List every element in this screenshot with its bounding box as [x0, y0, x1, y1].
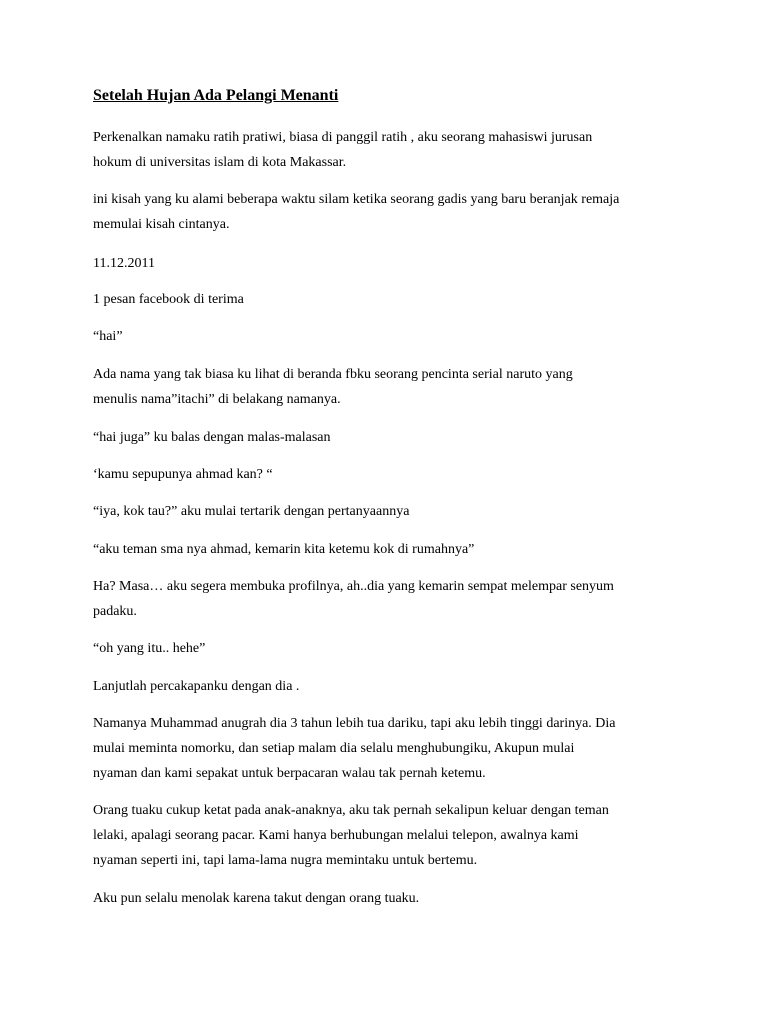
- dialogue-line: [93, 462, 693, 487]
- paragraph-line: memulai kisah cintanya.: [93, 217, 230, 232]
- paragraph-line: Aku pun selalu menolak karena takut dengan orang tuaku.: [93, 891, 420, 906]
- paragraph-line: ini kisah yang ku alami beberapa waktu silam ketika seorang gadis yang baru beranjak remaja: [93, 192, 620, 207]
- dialogue-line: [93, 425, 693, 450]
- paragraph: [93, 798, 693, 873]
- paragraph-line: nyaman dan kami sepakat untuk berpacaran walau tak pernah ketemu.: [93, 766, 486, 781]
- paragraph-line: Ha? Masa… aku segera membuka profilnya, ah..dia yang kemarin sempat melempar senyum: [93, 579, 614, 594]
- paragraph-line: Orang tuaku cukup ketat pada anak-anaknya, aku tak pernah sekalipun keluar dengan teman: [93, 803, 609, 818]
- paragraph-line: ‘kamu sepupunya ahmad kan? “: [93, 467, 273, 482]
- paragraph: [93, 711, 693, 786]
- paragraph-line: 1 pesan facebook di terima: [93, 292, 244, 307]
- dialogue-line: [93, 636, 693, 661]
- paragraph-line: “aku teman sma nya ahmad, kemarin kita ketemu kok di rumahnya”: [93, 542, 475, 557]
- paragraph-line: hokum di universitas islam di kota Makassar.: [93, 155, 347, 170]
- dialogue-line: [93, 537, 693, 562]
- paragraph: [93, 674, 693, 699]
- paragraph-line: Namanya Muhammad anugrah dia 3 tahun lebih tua dariku, tapi aku lebih tinggi darinya. Dia: [93, 716, 616, 731]
- paragraph-line: Lanjutlah percakapanku dengan dia .: [93, 679, 300, 694]
- paragraph-line: padaku.: [93, 604, 137, 619]
- paragraph: [93, 187, 693, 237]
- dialogue-line: [93, 499, 693, 524]
- paragraph: [93, 125, 693, 175]
- paragraph-line: menulis nama”itachi” di belakang namanya.: [93, 392, 341, 407]
- paragraph-line: “hai”: [93, 329, 123, 344]
- paragraph-line: 11.12.2011: [93, 256, 155, 271]
- paragraph-line: “hai juga” ku balas dengan malas-malasan: [93, 430, 331, 445]
- paragraph: [93, 362, 693, 412]
- paragraph: [93, 287, 693, 312]
- paragraph-line: Perkenalkan namaku ratih pratiwi, biasa di panggil ratih , aku seorang mahasiswi jurusan: [93, 130, 593, 145]
- dialogue-line: [93, 324, 693, 349]
- paragraph: [93, 886, 693, 911]
- document-title: Setelah Hujan Ada Pelangi Menanti: [93, 87, 339, 104]
- paragraph-line: lelaki, apalagi seorang pacar. Kami hanya berhubungan melalui telepon, awalnya kami: [93, 828, 579, 843]
- paragraph-line: Ada nama yang tak biasa ku lihat di beranda fbku seorang pencinta serial naruto yang: [93, 367, 573, 382]
- paragraph-line: “iya, kok tau?” aku mulai tertarik dengan pertanyaannya: [93, 504, 410, 519]
- paragraph-line: “oh yang itu.. hehe”: [93, 641, 206, 656]
- paragraph-line: mulai meminta nomorku, dan setiap malam dia selalu menghubungiku, Akupun mulai: [93, 741, 575, 756]
- paragraph-line: nyaman seperti ini, tapi lama-lama nugra memintaku untuk bertemu.: [93, 853, 478, 868]
- paragraph: [93, 574, 693, 624]
- date-line: [93, 251, 693, 276]
